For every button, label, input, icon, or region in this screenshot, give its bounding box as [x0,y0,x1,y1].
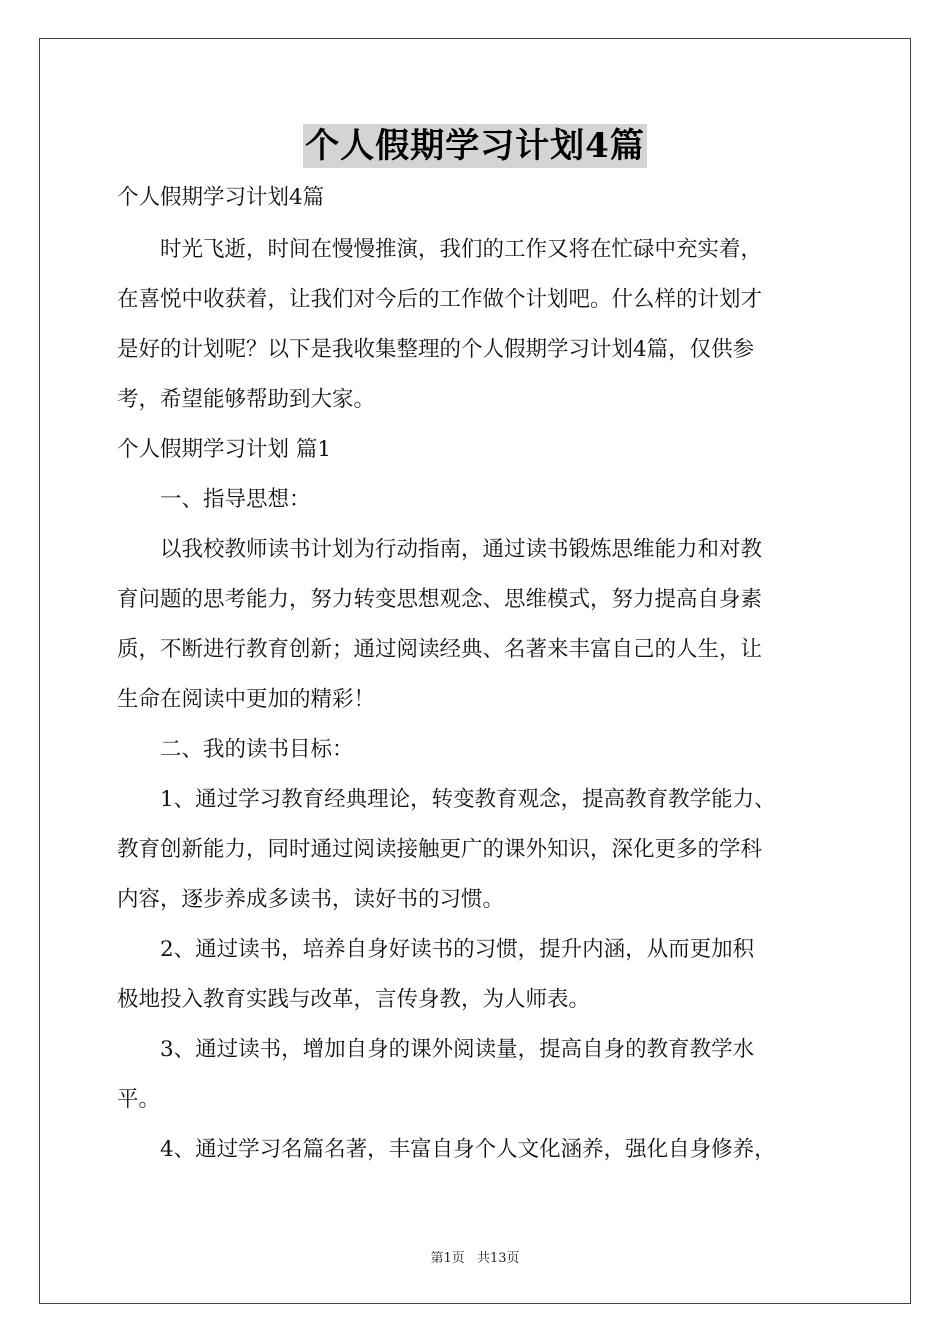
page-footer [0,1247,950,1266]
intro-line: 时光飞逝，时间在慢慢推演，我们的工作又将在忙碌中充实着， [160,237,763,262]
guiding-line: 以我校教师读书计划为行动指南，通过读书锻炼思维能力和对教 [160,537,763,562]
heading-goals [117,725,837,775]
goal-line: 内容，逐步养成多读书，读好书的习惯。 [117,887,505,912]
goal-2-paragraph [117,925,837,1025]
goal-3-paragraph [117,1025,837,1125]
goal-4-paragraph [117,1125,837,1175]
heading-2: 二、我的读书目标： [160,737,354,762]
title-wrap [0,124,950,168]
page-number: 第1页 [430,1251,465,1266]
document-body [117,183,837,1175]
goal-line: 3、通过读书，增加自身的课外阅读量，提高自身的教育教学水 [160,1037,755,1062]
page-total: 共13页 [476,1251,520,1266]
guiding-line: 育问题的思考能力，努力转变思想观念、思维模式，努力提高自身素 [117,587,763,612]
document-subtitle: 个人假期学习计划4篇 [117,185,325,210]
goal-line: 4、通过学习名篇名著，丰富自身个人文化涵养，强化自身修养， [160,1137,776,1162]
intro-line: 考，希望能够帮助到大家。 [117,387,376,412]
guiding-line: 生命在阅读中更加的精彩！ [117,687,376,712]
goal-line: 平。 [117,1087,161,1112]
goal-line: 教育创新能力，同时通过阅读接触更广的课外知识，深化更多的学科 [117,837,763,862]
intro-line: 在喜悦中收获着，让我们对今后的工作做个计划吧。什么样的计划才 [117,287,763,312]
goal-line: 1、通过学习教育经典理论，转变教育观念，提高教育教学能力、 [160,787,776,812]
goal-line: 2、通过读书，培养自身好读书的习惯，提升内涵，从而更加积 [160,937,755,962]
intro-line: 是好的计划呢？以下是我收集整理的个人假期学习计划4篇，仅供参 [117,337,755,362]
document-title: 个人假期学习计划4篇 [305,126,645,166]
intro-paragraph [117,225,837,425]
heading-1: 一、指导思想： [160,487,311,512]
guiding-line: 质，不断进行教育创新；通过阅读经典、名著来丰富自己的人生，让 [117,637,763,662]
heading-guiding [117,475,837,525]
goal-line: 极地投入教育实践与改革，言传身教，为人师表。 [117,987,591,1012]
goal-1-paragraph [117,775,837,925]
section-title: 个人假期学习计划 篇1 [117,437,332,462]
guiding-paragraph [117,525,837,725]
